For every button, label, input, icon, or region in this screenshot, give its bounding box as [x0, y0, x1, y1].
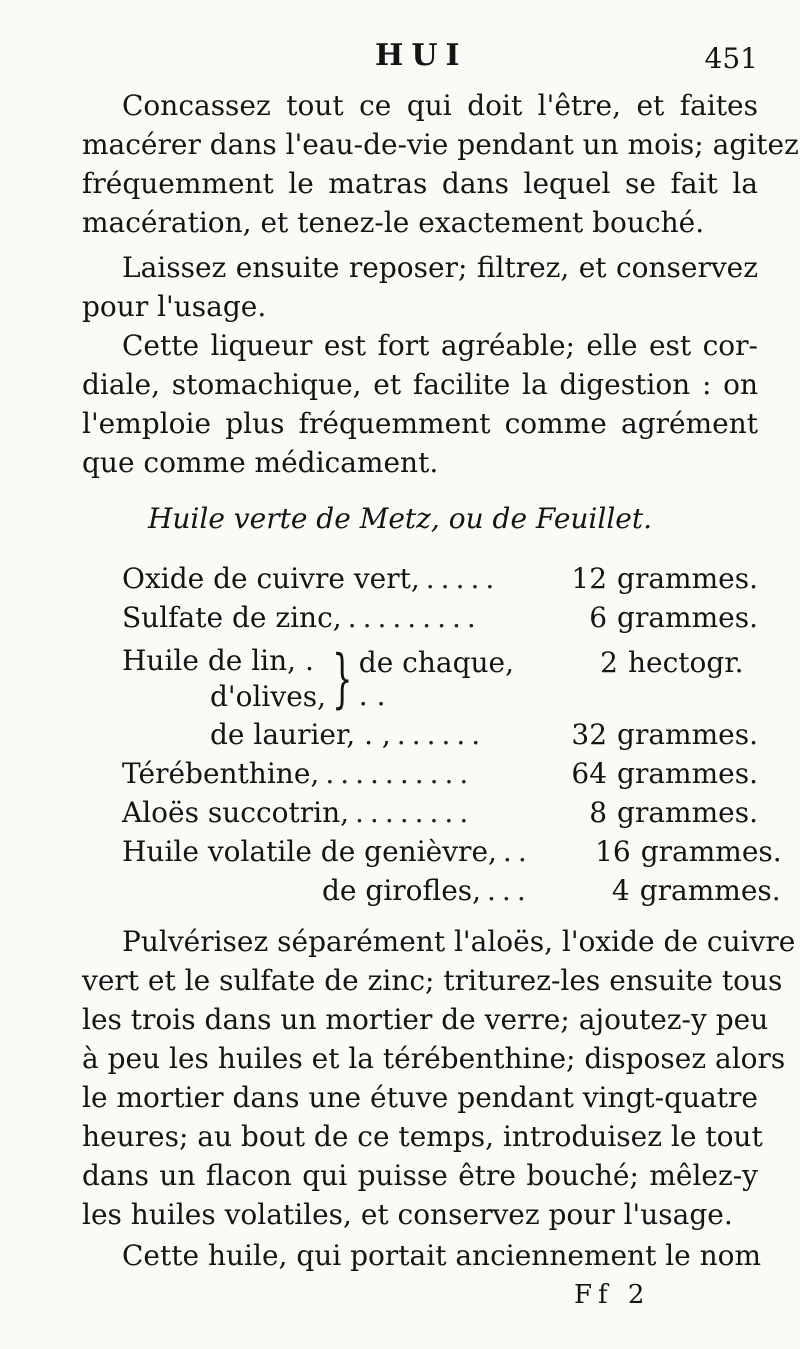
ingredient-quantity: 64	[571, 757, 608, 790]
leader-dots: .........	[347, 601, 482, 634]
ingredient-name: Térébenthine,	[122, 757, 320, 790]
ingredient-unit: grammes.	[639, 874, 781, 907]
text-line: Pulvérisez séparément l'aloës, l'oxide de cuivre	[122, 925, 796, 958]
paragraph-liqueur	[82, 326, 758, 482]
ingredient-unit: hectogr.	[628, 646, 744, 679]
leader-dots: ..	[502, 835, 533, 868]
ingredient-unit: grammes.	[617, 796, 758, 829]
text-line: les huiles volatiles, et conservez pour l'usage.	[82, 1198, 733, 1231]
paragraph-history	[122, 1236, 762, 1275]
ingredient-unit: grammes.	[617, 562, 758, 595]
leader-dots: ........	[355, 796, 475, 829]
leader-dots: .....	[425, 562, 501, 595]
ingredient-quantity: 32	[571, 718, 608, 751]
ingredient-quantity: 12	[571, 562, 608, 595]
group-note: de chaque, . .	[358, 646, 514, 712]
text-line: Concassez tout ce qui doit l'être, et faites	[122, 89, 758, 122]
ingredient-name: Sulfate de zinc,	[122, 601, 342, 634]
recipe-row	[122, 757, 758, 796]
text-line: diale, stomachique, et facilite la digestion : on	[82, 368, 758, 401]
group-quantity	[359, 646, 758, 712]
text-line: Laissez ensuite reposer; filtrez, et conservez	[122, 251, 758, 284]
ingredient-name: Huile de lin, .	[122, 644, 314, 677]
ingredient-unit: grammes.	[617, 601, 758, 634]
text-line: macérer dans l'eau-de-vie pendant un mois; agitez	[82, 128, 799, 161]
leader-dots: ......	[396, 718, 487, 751]
ingredient-quantity: 16	[595, 835, 631, 868]
leader-dots: ..........	[325, 757, 475, 790]
text-line: pour l'usage.	[82, 290, 267, 323]
recipe-row	[122, 796, 758, 835]
recipe-title: Huile verte de Metz, ou de Feuillet.	[147, 502, 653, 535]
paragraph-maceration	[82, 86, 799, 242]
recipe-row	[122, 835, 782, 874]
ingredient-unit: grammes.	[617, 757, 758, 790]
recipe-list	[122, 562, 782, 913]
recipe-row	[122, 718, 758, 757]
printer-signature: Ff 2	[574, 1280, 651, 1310]
text-line: à peu les huiles et la térébenthine; disposez alors	[82, 1042, 786, 1075]
ingredient-name: d'olives,	[210, 680, 327, 713]
text-line: les trois dans un mortier de verre; ajoutez-y peu	[82, 1003, 769, 1036]
text-line: dans un flacon qui puisse être bouché; mêlez-y	[82, 1159, 758, 1192]
text-line: que comme médicament.	[82, 446, 439, 479]
ingredient-unit: grammes.	[640, 835, 782, 868]
text-line: l'emploie plus fréquemment comme agrément	[82, 407, 758, 440]
text-line: le mortier dans une étuve pendant vingt-quatre	[82, 1081, 758, 1114]
ingredient-name: Aloës succotrin,	[122, 796, 350, 829]
leader-dots: ...	[487, 874, 532, 907]
recipe-row	[122, 562, 758, 601]
running-head: HUI	[375, 38, 468, 73]
paragraph-preparation	[82, 922, 796, 1234]
ingredient-quantity: 6	[589, 601, 608, 634]
paragraph-filter	[82, 248, 758, 326]
text-line: fréquemment le matras dans lequel se fait la	[82, 167, 758, 200]
ingredient-name: Oxide de cuivre vert,	[122, 562, 420, 595]
ingredient-quantity: 4	[611, 874, 630, 907]
page-header	[0, 38, 800, 82]
ingredient-unit: grammes.	[617, 718, 758, 751]
ingredient-name: de girofles,	[322, 874, 482, 907]
ingredient-quantity: 8	[589, 796, 608, 829]
text-line: Cette huile, qui portait anciennement le nom	[122, 1239, 762, 1272]
text-line: Cette liqueur est fort agréable; elle est cor-	[122, 329, 758, 362]
ingredient-name: Huile volatile de genièvre,	[122, 835, 497, 868]
text-line: heures; au bout de ce temps, introduisez le tout	[82, 1120, 763, 1153]
recipe-group-oils	[122, 640, 758, 718]
recipe-row	[122, 601, 758, 640]
text-line: vert et le sulfate de zinc; triturez-les ensuite tous	[82, 964, 783, 997]
page-number: 451	[704, 42, 758, 75]
recipe-row	[122, 874, 781, 913]
ingredient-name: de laurier, . ,	[210, 718, 391, 751]
brace-glyph: }	[332, 642, 353, 716]
text-line: macération, et tenez-le exactement bouché.	[82, 206, 705, 239]
oil-names	[122, 643, 326, 715]
ingredient-quantity: 2	[600, 646, 618, 679]
